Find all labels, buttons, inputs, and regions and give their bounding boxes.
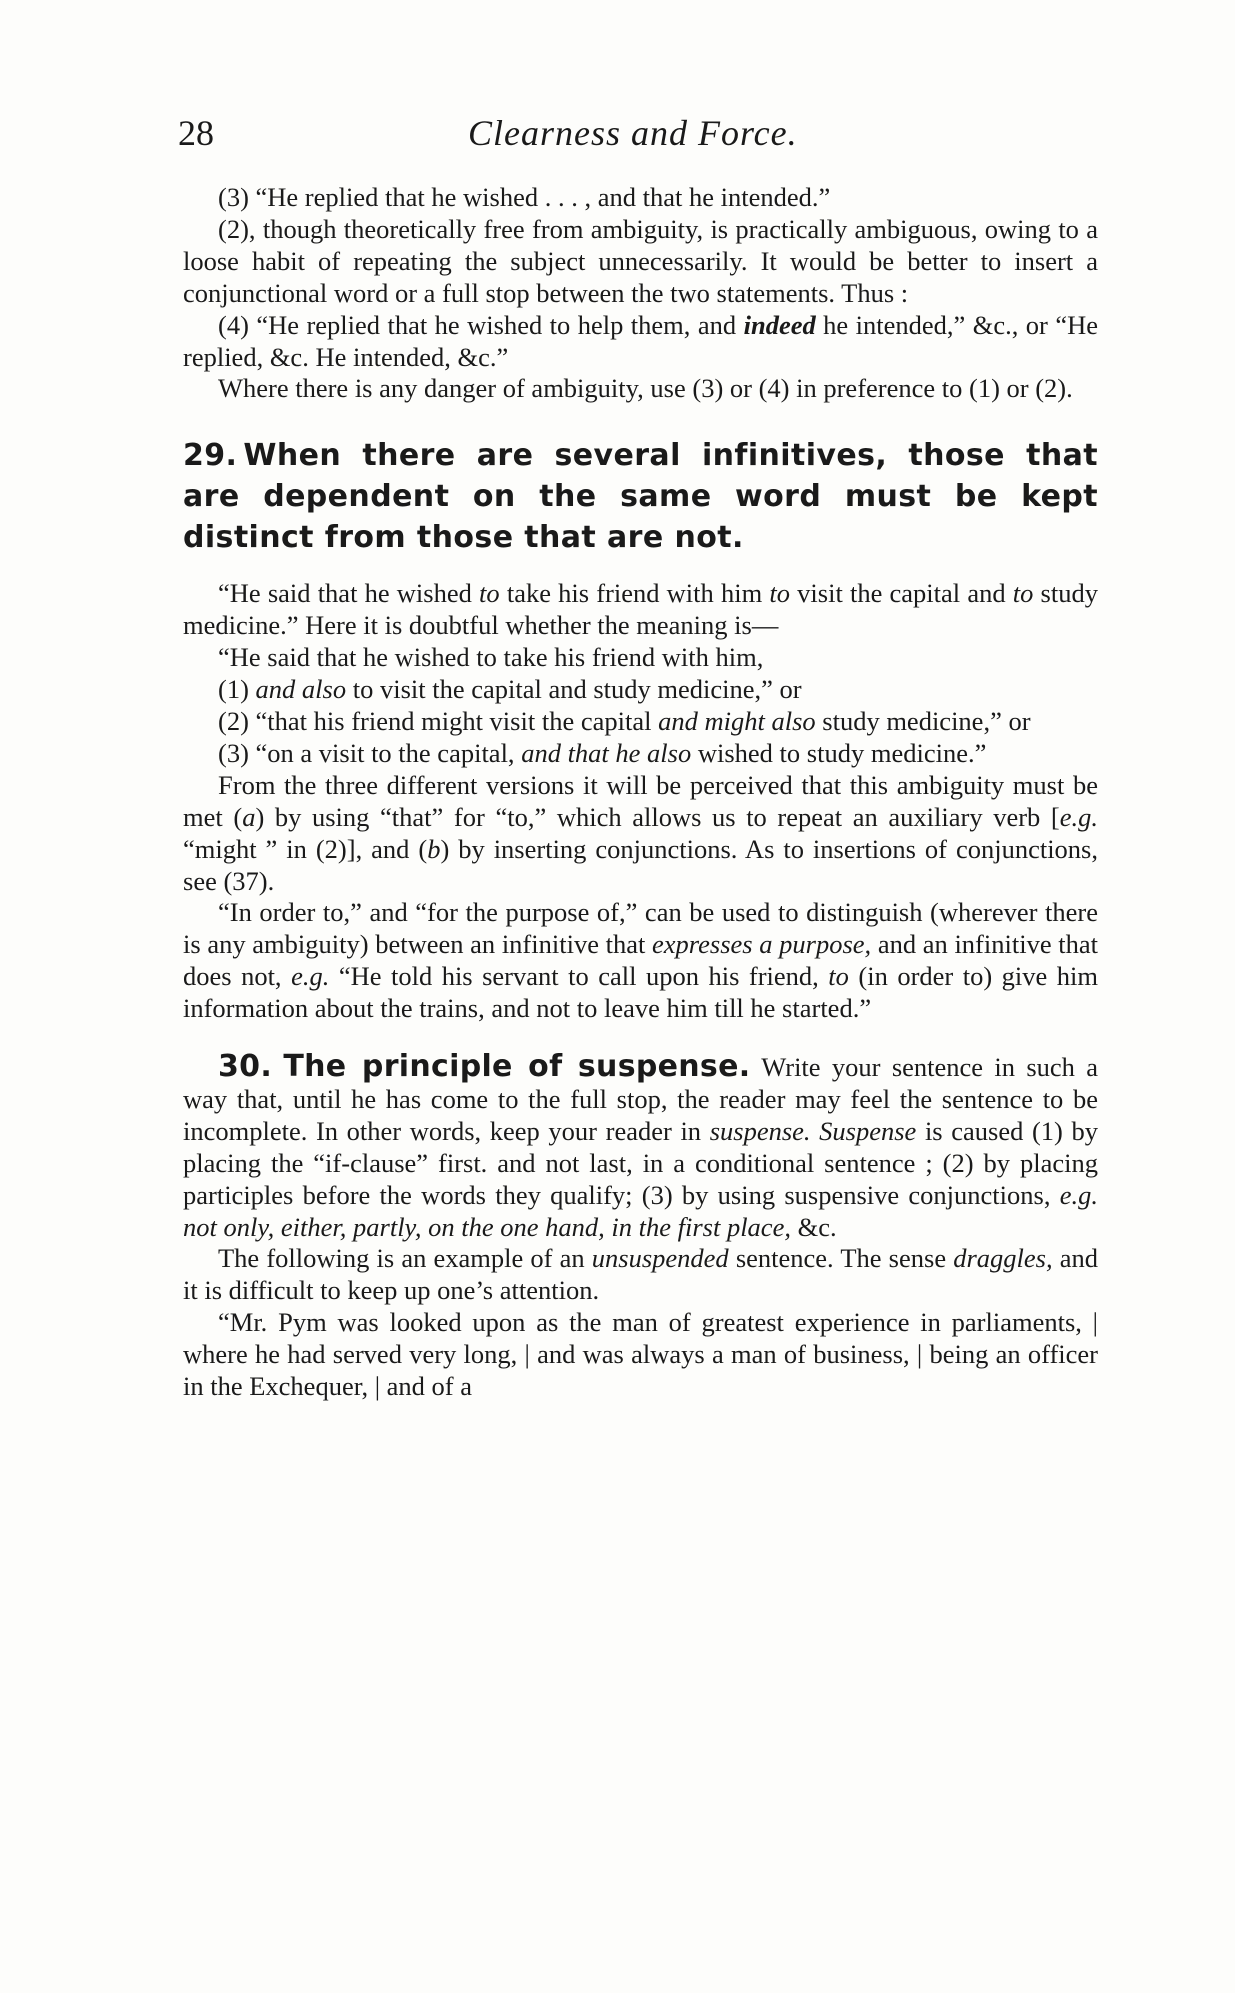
paragraph-version-1: (1) and also to visit the capital and study medicine,” or [218, 674, 802, 705]
paragraph-example-3: (3) “He replied that he wished . . . , and that he intended.” [218, 182, 831, 212]
paragraph-in-order-to: “In order to,” and “for the purpose of,” can be used to distinguish (wherever there is any ambiguity) between an infinitive that expresses a purpose, and an infinitive that does not, e.g. “He told his servant to call upon his friend, to (in order to) give him information about the trains, and not to leave him till he started.” [183, 897, 1099, 1024]
paragraph-meaning-line: “He said that he wished to take his friend with him, [218, 642, 764, 673]
page-body [183, 182, 1098, 1403]
paragraph-three-versions: From the three different versions it will be perceived that this ambiguity must be met (a) by using “that” for “to,” which allows us to repeat an auxiliary verb [e.g. “might ” in (2)], and (b) by inserting conjunctions. As to insertions of conjunctions, see (37). [183, 769, 1098, 896]
paragraph-pym-quote: “Mr. Pym was looked upon as the man of greatest experience in parliaments, | where he had served very long, | and was always a man of business, | being an officer in the Exchequer, | and of a [183, 1307, 1098, 1402]
paragraph-version-2: (2) “that his friend might visit the capital and might also study medicine,” or [218, 705, 1031, 736]
running-title: Clearness and Force. [468, 113, 798, 153]
paragraph-preference: Where there is any danger of ambiguity, use (3) or (4) in preference to (1) or (2). [218, 373, 1073, 404]
section-30-number: 30. [218, 1049, 273, 1085]
running-header [178, 112, 1098, 162]
page-number: 28 [178, 113, 214, 153]
paragraph-version-3: (3) “on a visit to the capital, and that he also wished to study medicine.” [218, 737, 987, 768]
paragraph-ambiguity-note: (2), though theoretically free from ambiguity, is practically ambiguous, owing to a loose habit of repeating the subject unnecessarily. It would be better to insert a conjunctional word or a full stop between the two statements. Thus : [183, 213, 1098, 308]
section-30-title: The principle of suspense. [283, 1049, 751, 1085]
section-29-number: 29. [183, 438, 238, 474]
paragraph-infinitive-example: “He said that he wished to take his friend with him to visit the capital and to study medicine.” Here it is doubtful whether the meaning is— [183, 578, 1098, 641]
paragraph-unsuspended-example: The following is an example of an unsuspended sentence. The sense draggles, and it is difficult to keep up one’s attention. [183, 1243, 1098, 1306]
section-29-heading [183, 435, 1098, 558]
paragraph-example-4: (4) “He replied that he wished to help them, and indeed he intended,” &c., or “He replied, &c. He intended, &c.” [183, 309, 1098, 372]
section-30-paragraph: 30. The principle of suspense. Write your sentence in such a way that, until he has come to the full stop, the reader may feel the sentence to be incomplete. In other words, keep your reader in suspense. Suspense is caused (1) by placing the “if-clause” first. and not last, in a conditional sentence ; (2) by placing participles before the words they qualify; (3) by using suspensive conjunctions, e.g. not only, either, partly, on the one hand, in the first place, &c. [183, 1049, 1099, 1242]
section-29-title: When there are several infinitives, those that are dependent on the same word must be kept distinct from those that are not. [183, 438, 1098, 556]
